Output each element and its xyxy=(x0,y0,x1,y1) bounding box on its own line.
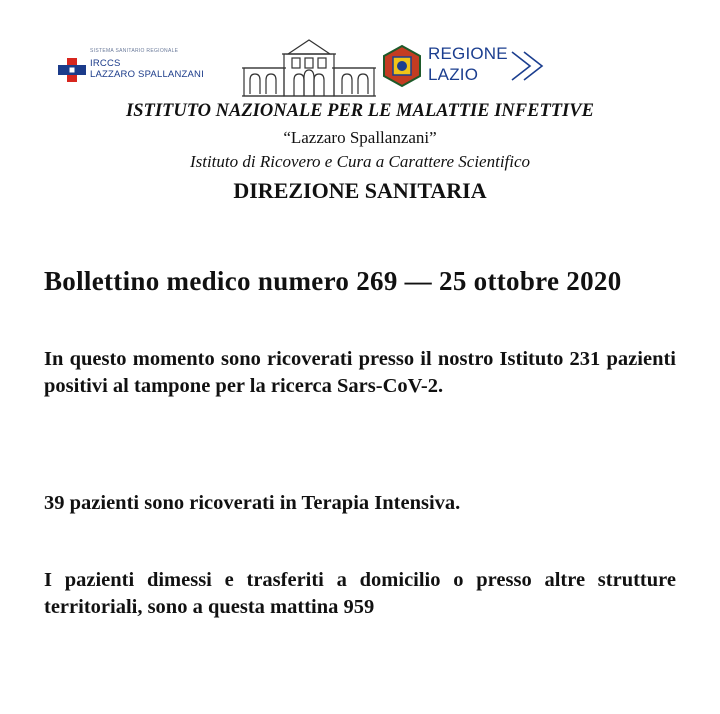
spallanzani-label: LAZZARO SPALLANZANI xyxy=(90,69,204,80)
bulletin-title: Bollettino medico numero 269 — 25 ottobre 2020 xyxy=(44,266,622,296)
irccs-spallanzani-logo xyxy=(56,48,236,88)
department-title: DIREZIONE SANITARIA xyxy=(233,178,487,203)
institute-name: “Lazzaro Spallanzani” xyxy=(283,128,437,147)
institute-title: ISTITUTO NAZIONALE PER LE MALATTIE INFETTIVE xyxy=(126,101,594,121)
institute-subtitle: Istituto di Ricovero e Cura a Carattere Scientifico xyxy=(189,152,531,171)
red-cross-icon xyxy=(58,58,86,82)
logo-bar xyxy=(0,34,720,98)
institute-building-icon xyxy=(242,34,376,98)
irccs-label: IRCCS xyxy=(90,58,121,69)
lazio-label: LAZIO xyxy=(428,65,479,84)
irccs-network-label: SISTEMA SANITARIO REGIONALE xyxy=(90,48,179,54)
regione-label: REGIONE xyxy=(428,44,508,63)
bulletin-paragraph-intensive-care: 39 pazienti sono ricoverati in Terapia Intensiva. xyxy=(44,492,461,514)
chevron-right-icon xyxy=(510,48,546,84)
bulletin-paragraph-hospitalized: In questo momento sono ricoverati presso il nostro Istituto 231 pazienti positivi al tampone per la ricerca Sars-CoV-2. xyxy=(44,348,676,397)
regione-lazio-logo xyxy=(380,42,560,90)
regione-crest-icon xyxy=(380,44,424,88)
bulletin-paragraph-discharged: I pazienti dimessi e trasferiti a domicilio o presso altre strutture territoriali, sono a questa mattina 959 xyxy=(44,569,676,618)
